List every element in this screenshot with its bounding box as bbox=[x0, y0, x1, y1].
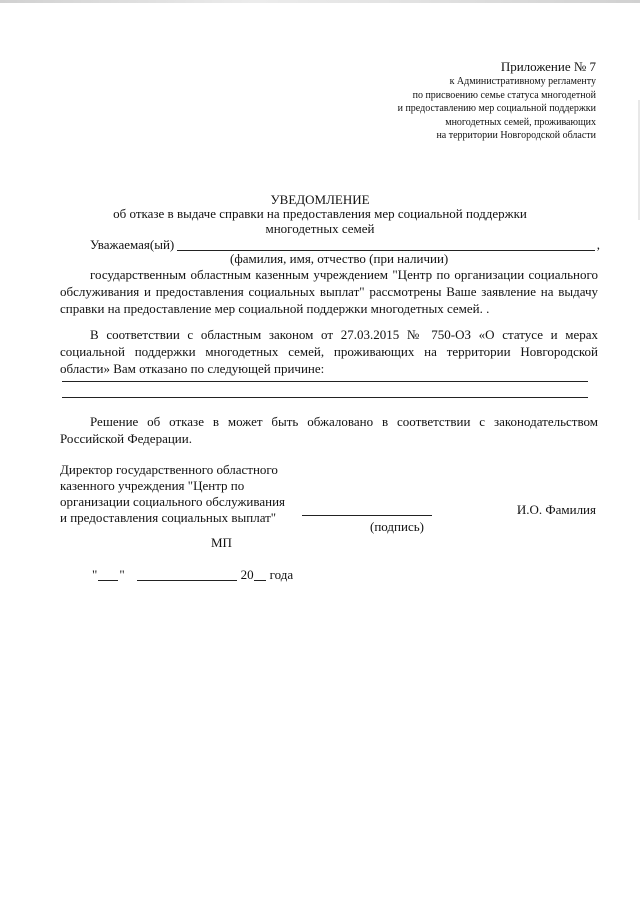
signature-line bbox=[302, 515, 432, 516]
body-paragraph-1: государственным областным казенным учреждением "Центр по организации социального обслуживания и предоставления социальных выплат" рассмотрены Ваше заявление на выдачу справки на предоставление мер социальной поддержки многодетных семей. . bbox=[60, 267, 598, 316]
director-line: организации социального обслуживания bbox=[60, 494, 286, 509]
date-year-prefix: 20 bbox=[240, 567, 254, 582]
appendix-line: по присвоению семье статуса многодетной bbox=[412, 89, 596, 101]
notice-subtitle-line: многодетных семей bbox=[265, 221, 375, 236]
body-paragraph-2: В соответствии с областным законом от 27.03.2015 № 750-ОЗ «О статусе и мерах социальной поддержки многодетных семей, проживающих на территории Новгородской области» Вам отказано по следующей причине: bbox=[60, 327, 598, 376]
appendix-line: и предоставлению мер социальной поддержки bbox=[397, 103, 596, 114]
signatory-name: И.О. Фамилия bbox=[516, 502, 596, 517]
appendix-block bbox=[296, 58, 596, 143]
date-suffix: года bbox=[269, 567, 294, 582]
director-title bbox=[60, 462, 300, 526]
appendix-line: к Административному регламенту bbox=[449, 76, 596, 87]
stamp-place: МП bbox=[211, 535, 232, 550]
date-month-blank bbox=[137, 569, 237, 581]
notice-subtitle-line: об отказе в выдаче справки на предоставления мер социальной поддержки bbox=[113, 206, 527, 221]
salutation-comma: , bbox=[596, 237, 600, 252]
date-day-blank bbox=[98, 569, 118, 581]
notice-title: УВЕДОМЛЕНИЕ bbox=[270, 192, 370, 207]
date-open-quote: " bbox=[92, 567, 98, 582]
date-year-blank bbox=[254, 569, 266, 581]
date-row bbox=[92, 567, 293, 583]
salutation-label: Уважаемая(ый) bbox=[90, 237, 175, 252]
director-line: и предоставления социальных выплат" bbox=[60, 510, 277, 525]
reason-fill-line bbox=[62, 381, 588, 382]
reason-fill-line bbox=[62, 397, 588, 398]
body-paragraph-3: Решение об отказе в может быть обжаловано в соответствии с законодательством Российской Федерации. bbox=[60, 414, 598, 446]
appendix-line: многодетных семей, проживающих bbox=[445, 116, 596, 128]
name-fill-line bbox=[177, 239, 595, 251]
appendix-title: Приложение № 7 bbox=[500, 59, 596, 74]
date-close-quote: " bbox=[119, 567, 125, 582]
name-caption: (фамилия, имя, отчество (при наличии) bbox=[230, 251, 449, 266]
appendix-line: на территории Новгородской области bbox=[436, 130, 596, 141]
director-line: Директор государственного областного bbox=[60, 462, 278, 477]
scan-edge-top bbox=[0, 0, 640, 3]
director-line: казенного учреждения "Центр по bbox=[60, 478, 245, 493]
signature-caption: (подпись) bbox=[370, 519, 424, 534]
